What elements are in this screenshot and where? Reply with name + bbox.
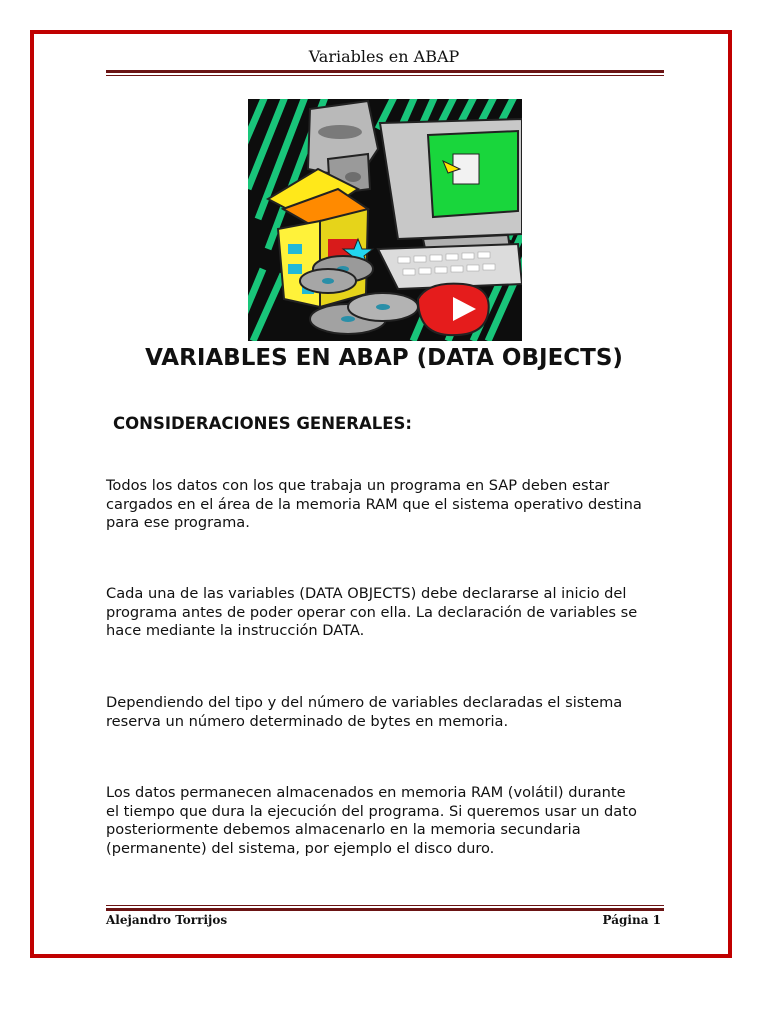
document-title: VARIABLES EN ABAP (DATA OBJECTS) xyxy=(145,345,623,371)
paragraph-1: Todos los datos con los que trabaja un programa en SAP deben estar cargados en el área de la memoria RAM que el sistema operativo destina para ese programa. xyxy=(106,477,642,531)
computer-clipart-icon xyxy=(248,99,522,341)
footer-author: Alejandro Torrijos xyxy=(106,913,228,927)
paragraph-2: Cada una de las variables (DATA OBJECTS) debe declararse al inicio del programa antes de poder operar con ella. La declaración de variables se hace mediante la instrucción DATA. xyxy=(106,585,638,639)
footer-rule xyxy=(106,905,664,911)
section-title: CONSIDERACIONES GENERALES: xyxy=(113,414,413,433)
paragraph-3: Dependiendo del tipo y del número de variables declaradas el sistema reserva un número determinado de bytes en memoria. xyxy=(106,694,623,730)
footer-page-number: Página 1 xyxy=(602,913,661,927)
header-rule xyxy=(106,70,664,76)
paragraph-4: Los datos permanecen almacenados en memoria RAM (volátil) durante el tiempo que dura la ejecución del programa. Si queremos usar un dato posteriormente debemos almacenarlo en la memoria secundaria (permanente) del sistema, por ejemplo el disco duro. xyxy=(106,784,637,857)
header-title: Variables en ABAP xyxy=(308,47,460,66)
